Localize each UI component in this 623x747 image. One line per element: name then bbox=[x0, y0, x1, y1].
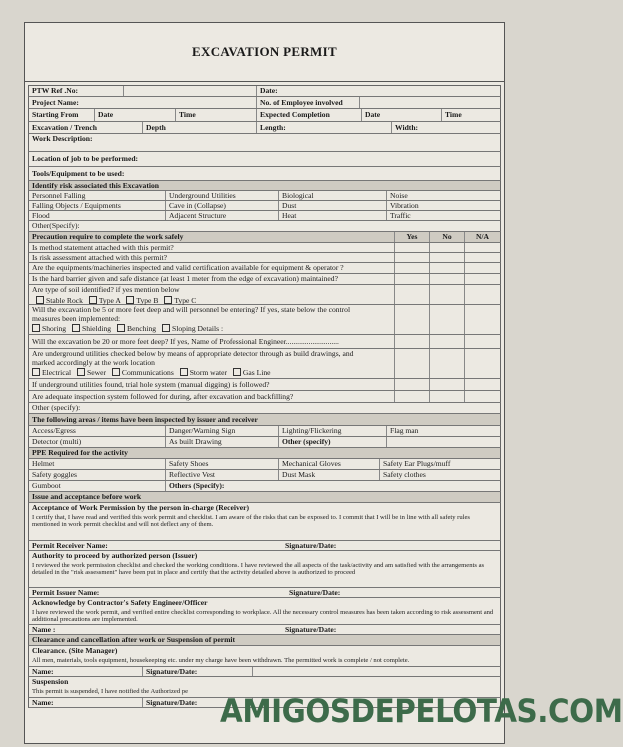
ppe-row bbox=[28, 470, 501, 481]
row-project bbox=[28, 97, 501, 109]
label-date: Date: bbox=[260, 86, 278, 96]
precaution-row bbox=[28, 253, 501, 263]
form-title-bar bbox=[25, 23, 504, 82]
receiver-block bbox=[28, 503, 501, 541]
checkbox-icon[interactable] bbox=[112, 368, 120, 376]
answer-yes[interactable] bbox=[395, 391, 430, 402]
checkbox-icon[interactable] bbox=[77, 368, 85, 376]
closure-heading: Clearance and cancellation after work or Suspension of permit bbox=[32, 635, 236, 645]
suspension-title: Suspension bbox=[32, 677, 69, 686]
deep-options bbox=[32, 324, 391, 334]
soil-options bbox=[32, 296, 391, 306]
label-length: Length: bbox=[257, 122, 392, 133]
field-employees[interactable] bbox=[360, 97, 500, 108]
precaution-heading-row bbox=[28, 232, 501, 243]
answer-no[interactable] bbox=[430, 335, 465, 348]
utility-option: Sewer bbox=[87, 368, 106, 378]
precaution-row-soil bbox=[28, 285, 501, 305]
area-item: Access/Egress bbox=[29, 426, 166, 436]
utilities-options bbox=[32, 368, 391, 378]
col-yes: Yes bbox=[395, 232, 430, 242]
clearance-empty bbox=[253, 667, 500, 676]
label-tools: Tools/Equipment to be used: bbox=[32, 168, 125, 178]
utilities-question-cell bbox=[29, 349, 395, 378]
area-item bbox=[387, 437, 500, 447]
answer-na[interactable] bbox=[465, 253, 500, 262]
answer-yes[interactable] bbox=[395, 305, 430, 334]
answer-no[interactable] bbox=[430, 349, 465, 378]
ppe-item: Safety clothes bbox=[383, 470, 426, 480]
checkbox-icon[interactable] bbox=[72, 324, 80, 332]
area-item: Lighting/Flickering bbox=[279, 426, 387, 436]
checkbox-icon[interactable] bbox=[180, 368, 188, 376]
risk-item: Adjacent Structure bbox=[166, 211, 279, 220]
risk-row bbox=[28, 201, 501, 211]
checkbox-icon[interactable] bbox=[117, 324, 125, 332]
answer-na[interactable] bbox=[465, 285, 500, 304]
issuer-cell bbox=[29, 551, 500, 587]
risk-heading: Identify risk associated this Excavation bbox=[32, 180, 159, 190]
label-project-name: Project Name: bbox=[29, 97, 257, 108]
deep-option: Shoring bbox=[42, 324, 67, 334]
answer-na[interactable] bbox=[465, 243, 500, 252]
answer-na[interactable] bbox=[465, 379, 500, 390]
soil-question-cell bbox=[29, 285, 395, 304]
answer-yes[interactable] bbox=[395, 349, 430, 378]
area-item: Flag man bbox=[390, 426, 419, 436]
precaution-row bbox=[28, 379, 501, 391]
label-depth: Depth bbox=[143, 122, 257, 133]
soil-question: Are type of soil identified? if yes mention below bbox=[32, 285, 180, 294]
label-ptw-ref: PTW Ref .No: bbox=[29, 86, 124, 96]
risk-heading-row bbox=[28, 181, 501, 191]
answer-yes[interactable] bbox=[395, 243, 430, 252]
precaution-row-utilities bbox=[28, 349, 501, 379]
answer-no[interactable] bbox=[430, 253, 465, 262]
label-start-time: Time bbox=[176, 109, 257, 121]
areas-row bbox=[28, 437, 501, 448]
clearance-cell bbox=[29, 646, 500, 666]
issuer-name-label: Permit Issuer Name: bbox=[32, 587, 100, 597]
answer-no[interactable] bbox=[430, 285, 465, 304]
form-title: EXCAVATION PERMIT bbox=[192, 44, 337, 59]
risk-item: Noise bbox=[390, 190, 408, 200]
answer-yes[interactable] bbox=[395, 379, 430, 390]
permit-form-page bbox=[24, 22, 505, 744]
risk-item: Personnel Falling bbox=[29, 191, 166, 200]
col-na: N/A bbox=[475, 232, 490, 242]
risk-item: Vibration bbox=[390, 200, 419, 210]
answer-na[interactable] bbox=[465, 349, 500, 378]
deep-option: Sloping Details : bbox=[172, 324, 224, 334]
issue-heading-row bbox=[28, 492, 501, 503]
checkbox-icon[interactable] bbox=[164, 296, 172, 304]
ppe-item: Safety Shoes bbox=[166, 459, 279, 469]
issuer-text: I reviewed the work permission checklist and checked the working conditions. I have reviewed the all aspects of the task/activity and am satisfied with the arrangements as detailed in the "risk assessment" have been put in place and certify that the activity detailed above is authorized to proceed bbox=[32, 561, 485, 577]
receiver-name-label: Permit Receiver Name: bbox=[32, 540, 108, 550]
receiver-title: Acceptance of Work Permission by the person in-charge (Receiver) bbox=[32, 503, 250, 512]
precaution-row bbox=[28, 391, 501, 403]
engineer-name-label: Name : bbox=[32, 624, 56, 634]
permit-table bbox=[28, 85, 501, 708]
engineer-cell bbox=[29, 598, 500, 624]
checkbox-icon[interactable] bbox=[89, 296, 97, 304]
checkbox-icon[interactable] bbox=[162, 324, 170, 332]
soil-option: Type B bbox=[136, 295, 159, 305]
precaution-row bbox=[28, 243, 501, 253]
ppe-item: Mechanical Gloves bbox=[279, 459, 380, 469]
answer-no[interactable] bbox=[430, 263, 465, 273]
precaution-question: Is the hard barrier given and safe distance (at least 1 meter from the edge of excavation) maintained? bbox=[29, 274, 395, 284]
ppe-heading-row bbox=[28, 448, 501, 459]
answer-na[interactable] bbox=[465, 263, 500, 273]
deep-option: Benching bbox=[127, 324, 157, 334]
risk-other-row bbox=[28, 221, 501, 232]
soil-option: Type C bbox=[174, 295, 197, 305]
row-location bbox=[28, 152, 501, 167]
checkbox-icon[interactable] bbox=[32, 368, 40, 376]
utility-option: Electrical bbox=[42, 368, 72, 378]
ppe-row bbox=[28, 459, 501, 470]
engineer-text: I have reviewed the work permit, and verified entire checklist corresponding to workplace. All the necessary control measures has been taken according to risk assessment and additional precautions are implemented. bbox=[32, 608, 494, 624]
area-item: Danger/Warning Sign bbox=[166, 426, 279, 436]
checkbox-icon[interactable] bbox=[233, 368, 241, 376]
checkbox-icon[interactable] bbox=[32, 324, 40, 332]
engineer-sign-row bbox=[28, 625, 501, 635]
deep-option: Shielding bbox=[81, 324, 112, 334]
engineer-title: Acknowledge by Contractor's Safety Engineer/Officer bbox=[32, 598, 208, 607]
answer-no[interactable] bbox=[430, 305, 465, 334]
col-no: No bbox=[430, 232, 465, 242]
issuer-title: Authority to proceed by authorized person (Issuer) bbox=[32, 551, 198, 560]
areas-heading-row bbox=[28, 414, 501, 426]
answer-no[interactable] bbox=[430, 379, 465, 390]
label-starting-from: Starting From bbox=[29, 109, 95, 121]
precaution-row-deep bbox=[28, 305, 501, 335]
clearance-sign-row bbox=[28, 667, 501, 677]
answer-no[interactable] bbox=[430, 243, 465, 252]
field-ptw-ref[interactable] bbox=[124, 86, 257, 96]
clearance-signature-label: Signature/Date: bbox=[143, 667, 253, 676]
closure-heading-row bbox=[28, 635, 501, 646]
areas-heading: The following areas / items have been inspected by issuer and receiver bbox=[32, 414, 258, 424]
precaution-question: Are adequate inspection system followed for during, after excavation and backfilling? bbox=[29, 391, 395, 402]
receiver-sign-row bbox=[28, 541, 501, 551]
precaution-question: Is method statement attached with this permit? bbox=[29, 243, 395, 252]
risk-item: Traffic bbox=[390, 210, 411, 220]
utility-option: Gas Line bbox=[242, 368, 271, 378]
precaution-row bbox=[28, 274, 501, 285]
area-item: As built Drawing bbox=[166, 437, 279, 447]
receiver-cell bbox=[29, 503, 500, 540]
engineer-signature-label: Signature/Date: bbox=[285, 624, 337, 634]
issuer-signature-label: Signature/Date: bbox=[289, 587, 341, 597]
receiver-signature-label: Signature/Date: bbox=[285, 540, 337, 550]
risk-item: Heat bbox=[279, 211, 387, 220]
answer-yes[interactable] bbox=[395, 253, 430, 262]
answer-no[interactable] bbox=[430, 274, 465, 284]
precaution-question: Are the equipments/machineries inspected and valid certification available for equipment & operator ? bbox=[29, 263, 395, 273]
row-tools bbox=[28, 167, 501, 181]
ppe-item: Helmet bbox=[29, 459, 166, 469]
risk-item: Dust bbox=[279, 201, 387, 210]
suspension-name-label: Name: bbox=[29, 698, 143, 707]
risk-item: Falling Objects / Equipments bbox=[29, 201, 166, 210]
precaution-row bbox=[28, 335, 501, 349]
row-work-description bbox=[28, 134, 501, 152]
clearance-title: Clearance. (Site Manager) bbox=[32, 646, 118, 655]
area-item: Detector (multi) bbox=[29, 437, 166, 447]
suspension-text: This permit is suspended, I have notified the Authorized pe bbox=[32, 687, 189, 695]
ppe-item: Gumboot bbox=[29, 481, 166, 491]
answer-yes[interactable] bbox=[395, 274, 430, 284]
utility-option: Storm water bbox=[189, 368, 228, 378]
checkbox-icon[interactable] bbox=[126, 296, 134, 304]
ppe-item: Others (Specify): bbox=[169, 481, 225, 491]
risk-item: Biological bbox=[279, 191, 387, 200]
answer-na[interactable] bbox=[465, 335, 500, 348]
risk-row bbox=[28, 211, 501, 221]
risk-item: Flood bbox=[29, 211, 166, 220]
clearance-text: All men, materials, tools equipment, housekeeping etc. under my charge have been withdrawn. The permitted work is complete / not complete. bbox=[32, 656, 410, 664]
row-ptw bbox=[28, 85, 501, 97]
ppe-heading: PPE Required for the activity bbox=[32, 448, 128, 458]
issue-heading: Issue and acceptance before work bbox=[32, 492, 142, 502]
precaution-heading: Precaution require to complete the work safely bbox=[29, 232, 395, 242]
ppe-row bbox=[28, 481, 501, 492]
label-end-date: Date bbox=[362, 109, 442, 121]
answer-yes[interactable] bbox=[395, 263, 430, 273]
label-location: Location of job to be performed: bbox=[32, 154, 139, 164]
watermark: AMIGOSDEPELOTAS.COM bbox=[220, 692, 623, 730]
answer-yes[interactable] bbox=[395, 285, 430, 304]
deep-question-cell bbox=[29, 305, 395, 334]
soil-option: Stable Rock bbox=[46, 295, 83, 305]
checkbox-icon[interactable] bbox=[36, 296, 44, 304]
row-start bbox=[28, 109, 501, 122]
ppe-item: Reflective Vest bbox=[166, 470, 279, 480]
label-work-description: Work Description: bbox=[32, 134, 93, 143]
answer-na[interactable] bbox=[465, 274, 500, 284]
answer-yes[interactable] bbox=[395, 335, 430, 348]
precaution-question: If underground utilities found, trial hole system (manual digging) is followed? bbox=[29, 379, 395, 390]
risk-row bbox=[28, 191, 501, 201]
row-trench bbox=[28, 122, 501, 134]
engineer-block bbox=[28, 598, 501, 625]
ppe-item: Safety Ear Plugs/muff bbox=[383, 459, 451, 469]
precaution-question: Will the excavation be 20 or more feet deep? If yes, Name of Professional Engineer............................ bbox=[29, 335, 395, 348]
precaution-other[interactable]: Other (specify): bbox=[32, 403, 81, 413]
precaution-row bbox=[28, 263, 501, 274]
deep-question: Will the excavation be 5 or more feet deep and will personnel be entering? If yes, state below the control measures been implemented: bbox=[32, 305, 351, 323]
precaution-question: Is risk assessment attached with this permit? bbox=[29, 253, 395, 262]
label-expected-completion: Expected Completion bbox=[257, 109, 362, 121]
areas-row bbox=[28, 426, 501, 437]
clearance-block bbox=[28, 646, 501, 667]
label-width: Width: bbox=[395, 122, 419, 132]
soil-option: Type A bbox=[98, 295, 121, 305]
receiver-text: I certify that, I have read and verified this work permit and checklist. I am aware of the risks that can be exposed to. I commit that I will be in line with all safety rules mentioned in work permit checklist and will not deflect any of them. bbox=[32, 513, 470, 529]
label-excavation-trench: Excavation / Trench bbox=[29, 122, 143, 133]
precaution-other-row bbox=[28, 403, 501, 414]
label-end-time: Time bbox=[445, 110, 462, 120]
clearance-name-label: Name: bbox=[29, 667, 143, 676]
suspension-signature-label: Signature/Date: bbox=[143, 698, 253, 707]
answer-no[interactable] bbox=[430, 391, 465, 402]
label-employees: No. of Employee involved bbox=[257, 97, 360, 108]
ppe-item: Dust Mask bbox=[279, 470, 380, 480]
issuer-block bbox=[28, 551, 501, 588]
utilities-question: Are underground utilities checked below by means of appropriate detector through as build drawings, and marked accordingly at the work location bbox=[32, 349, 354, 367]
risk-other[interactable]: Other(Specify): bbox=[32, 221, 80, 231]
area-item: Other (specify) bbox=[279, 437, 387, 447]
ppe-item: Safety goggles bbox=[29, 470, 166, 480]
risk-item: Cave in (Collapse) bbox=[166, 201, 279, 210]
risk-item: Underground Utilities bbox=[166, 191, 279, 200]
label-start-date: Date bbox=[95, 109, 176, 121]
issuer-sign-row bbox=[28, 588, 501, 598]
answer-na[interactable] bbox=[465, 305, 500, 334]
utility-option: Communications bbox=[121, 368, 174, 378]
answer-na[interactable] bbox=[465, 391, 500, 402]
